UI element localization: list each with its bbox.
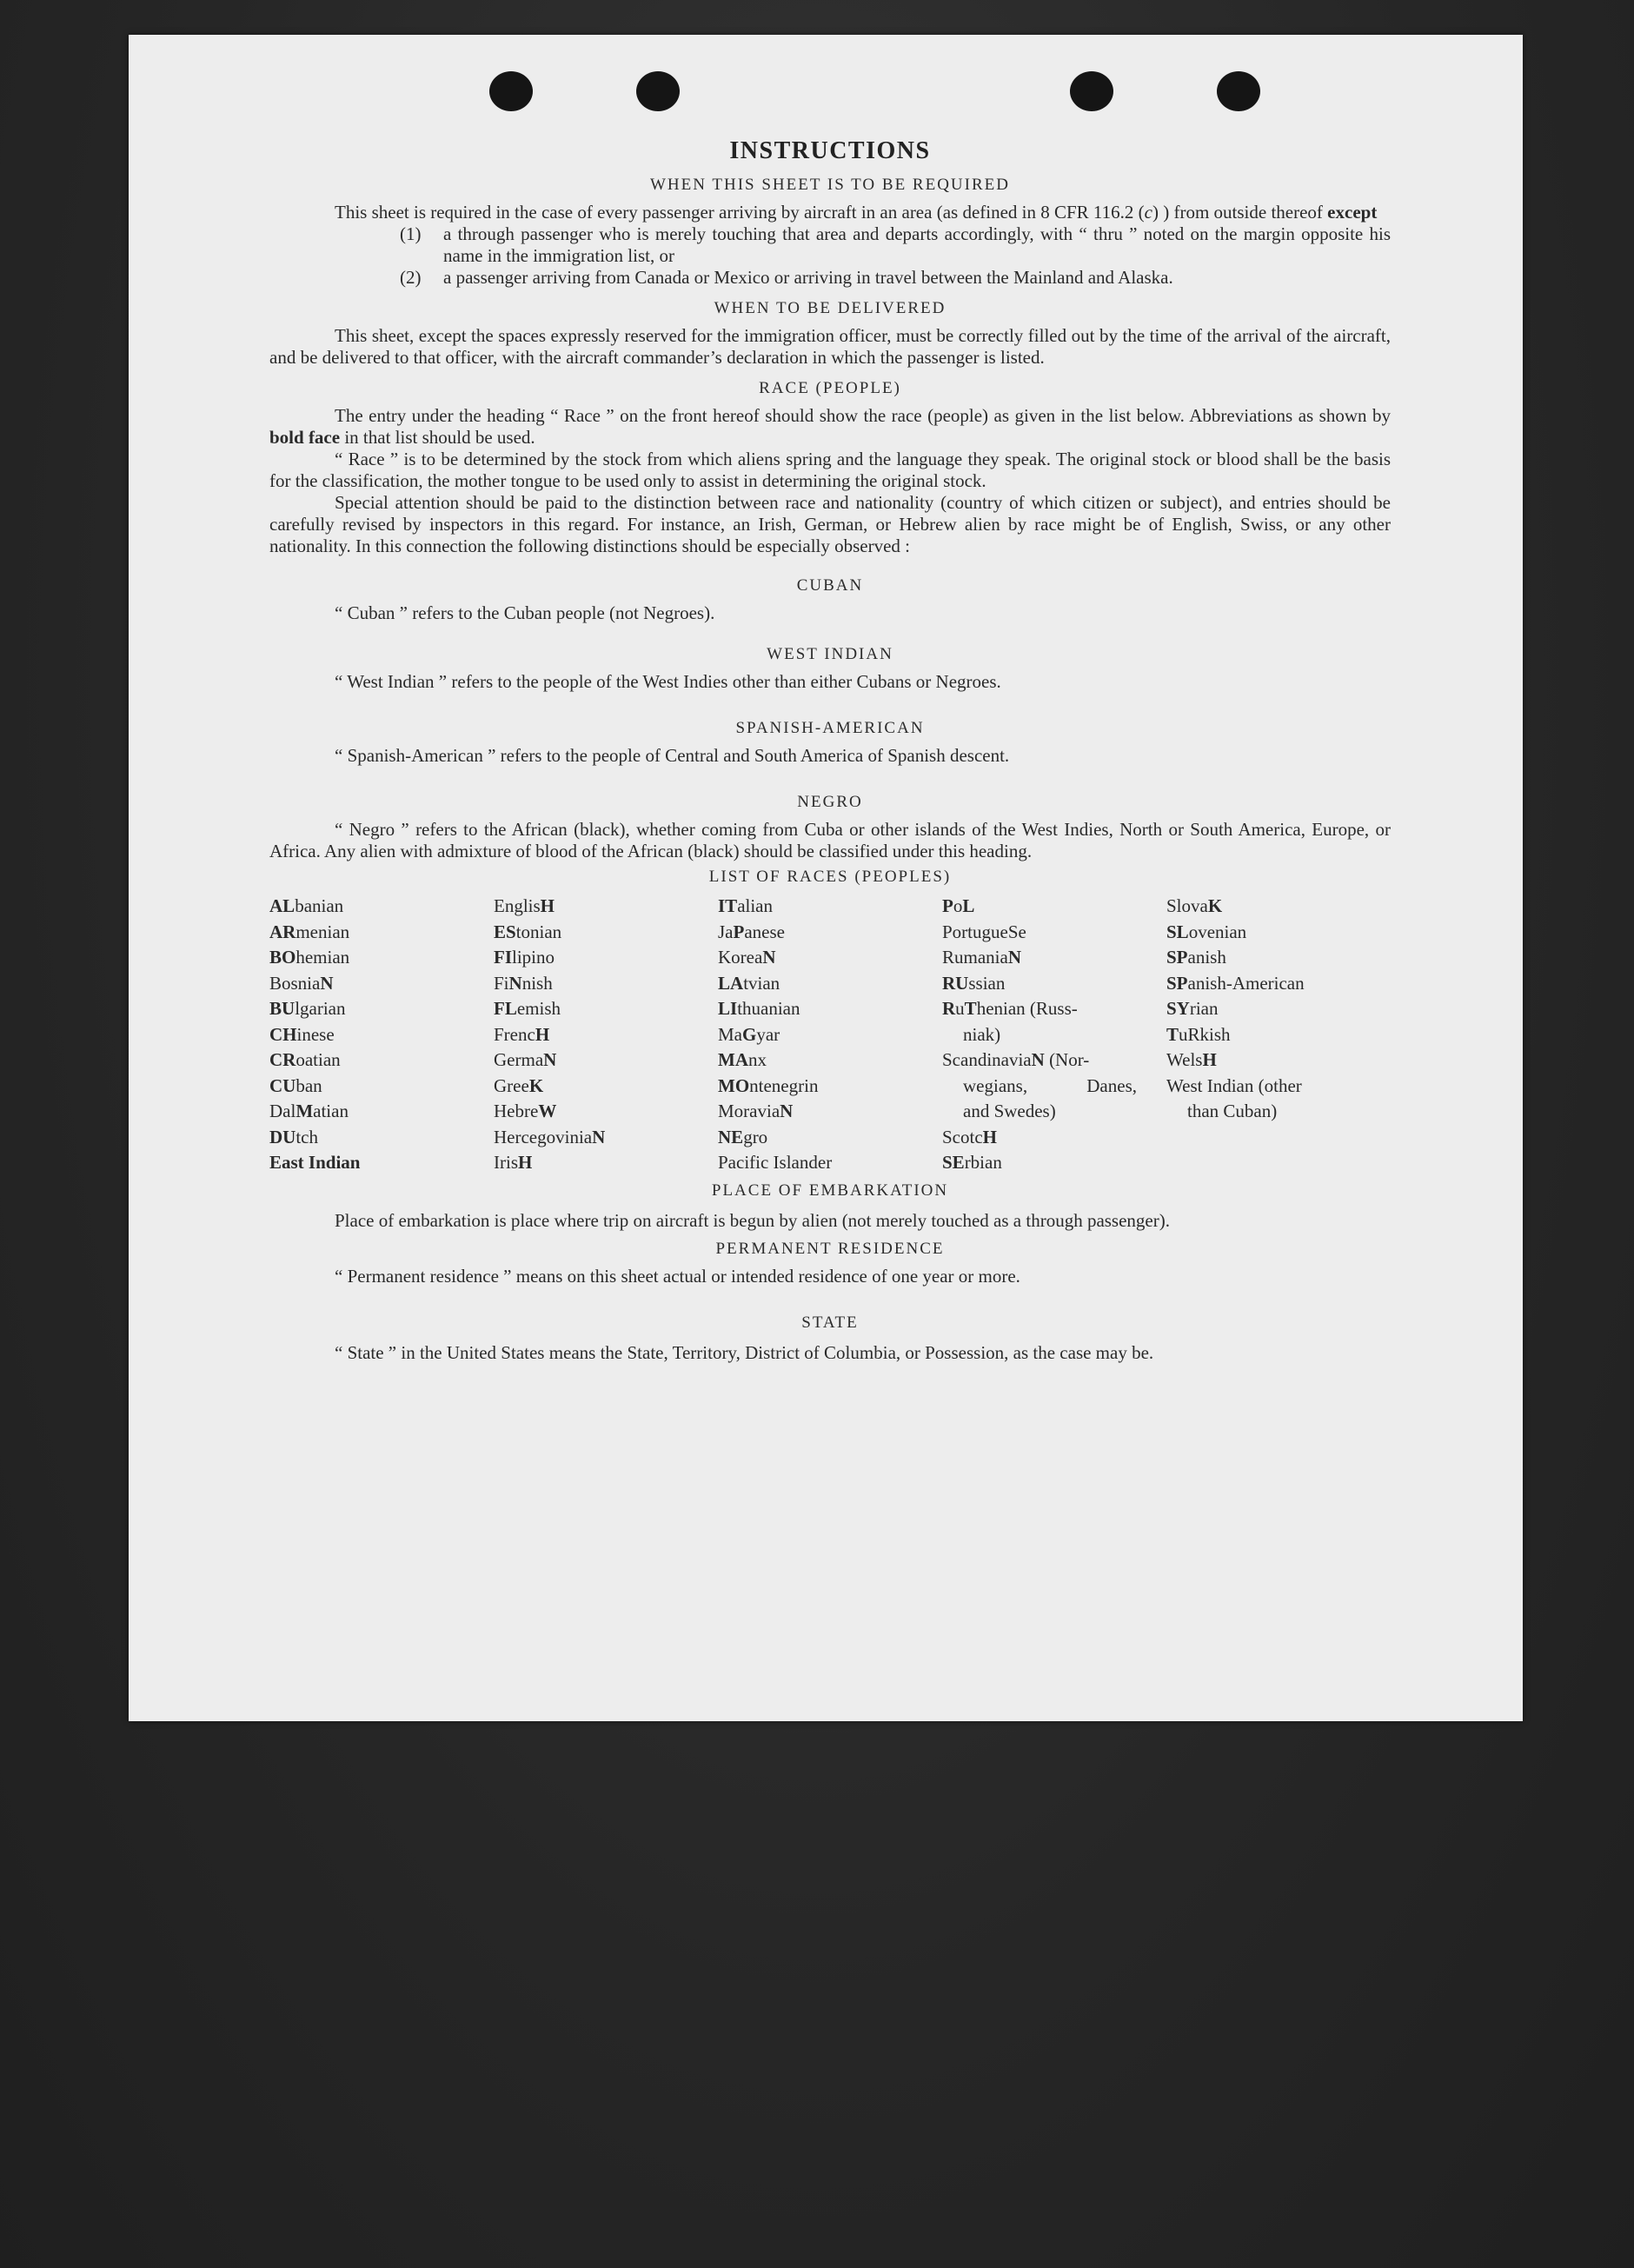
section-heading-required: WHEN THIS SHEET IS TO BE REQUIRED (650, 176, 1010, 194)
race-paragraph-3: Special attention should be paid to the distinction between race and nationality (country of which citizen or subject), and entries should be carefully revised by inspectors in this regard. For instance, an Irish, German, or Hebrew alien by race might be of English, Swiss, or any other nationality. In this connection the following distinctions should be especially observed : (269, 492, 1391, 556)
race-entry: DUtch (269, 1126, 318, 1147)
race-entry: MaGyar (718, 1023, 780, 1045)
negro-definition: “ Negro ” refers to the African (black), whether coming from Cuba or other islands of the West Indies, North or South America, Europe, or Africa. Any alien with admixture of blood of the African (black) should be classified under this heading. (269, 819, 1391, 861)
punch-hole (1217, 71, 1260, 111)
race-paragraph-1: The entry under the heading “ Race ” on the front hereof should show the race (people) as given in the list below. Abbreviations as shown by bold face in that list should be used. (269, 405, 1391, 448)
spanish-american-definition: “ Spanish-American ” refers to the people of Central and South America of Spanish descent. (335, 745, 1010, 766)
race-entry: JaPanese (718, 921, 785, 942)
section-heading-west-indian: WEST INDIAN (767, 645, 893, 663)
required-intro: This sheet is required in the case of every passenger arriving by aircraft in an area (as defined in 8 CFR 116.2 (c) ) from outside thereof except (335, 202, 1378, 223)
races-column-3 (718, 894, 942, 1176)
race-entry: TuRkish (1166, 1023, 1231, 1045)
race-entry: ITalian (718, 895, 773, 916)
race-entry: KoreaN (718, 947, 776, 968)
race-entry-continuation: wegians, Danes, (963, 1074, 1137, 1096)
page-title: INSTRUCTIONS (729, 137, 931, 164)
race-entry-continuation: than Cuban) (1187, 1101, 1278, 1121)
race-entry-continuation: niak) (963, 1023, 1001, 1045)
embarkation-text: Place of embarkation is place where trip on aircraft is begun by alien (not merely touched as a through passenger). (335, 1209, 1170, 1231)
races-column-5 (1166, 894, 1391, 1176)
race-entry: MoraviaN (718, 1101, 794, 1121)
race-entry: East Indian (269, 1152, 361, 1173)
race-entry: HercegoviniaN (494, 1126, 606, 1147)
race-entry: IrisH (494, 1152, 533, 1173)
race-entry: MAnx (718, 1049, 767, 1070)
punch-hole (1070, 71, 1113, 111)
section-heading-race: RACE (PEOPLE) (759, 379, 901, 397)
race-entry: ScotcH (942, 1126, 997, 1147)
race-entry: RumaniaN (942, 947, 1021, 968)
race-entry: ALbanian (269, 895, 344, 916)
race-entry: ScandinaviaN (Nor- (942, 1049, 1090, 1070)
races-column-1 (269, 894, 494, 1176)
section-heading-embarkation: PLACE OF EMBARKATION (711, 1181, 949, 1200)
state-definition: “ State ” in the United States means the State, Territory, District of Columbia, or Possession, as the case may be. (335, 1341, 1154, 1363)
race-entry: GreeK (494, 1074, 544, 1096)
section-heading-delivered: WHEN TO BE DELIVERED (714, 299, 947, 317)
race-entry: LAtvian (718, 972, 780, 994)
race-entry: HebreW (494, 1101, 557, 1121)
section-heading-list-of-races: LIST OF RACES (PEOPLES) (708, 868, 952, 886)
punch-hole (489, 71, 533, 111)
race-entry: FiNnish (494, 972, 553, 994)
race-entry: BOhemian (269, 947, 350, 968)
race-entry: PoL (942, 895, 975, 916)
list-item: (2) a passenger arriving from Canada or Mexico or arriving in travel between the Mainland and Alaska. (400, 267, 1173, 288)
races-table (269, 894, 1391, 1176)
race-entry: SlovaK (1166, 895, 1223, 916)
race-entry: DalMatian (269, 1101, 349, 1121)
race-entry: EStonian (494, 921, 562, 942)
race-entry: NEgro (718, 1126, 768, 1147)
permanent-residence-definition: “ Permanent residence ” means on this sheet actual or intended residence of one year or more. (335, 1265, 1020, 1287)
punch-hole (636, 71, 680, 111)
race-entry: WelsH (1166, 1049, 1217, 1070)
race-entry: LIthuanian (718, 998, 800, 1019)
race-entry: SYrian (1166, 998, 1219, 1019)
race-entry: BosniaN (269, 972, 334, 994)
race-entry: FrencH (494, 1023, 550, 1045)
race-entry: PortugueSe (942, 921, 1026, 942)
race-entry: CHinese (269, 1023, 335, 1045)
race-entry: BUlgarian (269, 998, 346, 1019)
race-entry: FLemish (494, 998, 561, 1019)
west-indian-definition: “ West Indian ” refers to the people of the West Indies other than either Cubans or Negroes. (335, 671, 1001, 692)
section-heading-spanish-american: SPANISH-AMERICAN (735, 719, 925, 737)
list-item: (1) a through passenger who is merely touching that area and departs accordingly, with “ thru ” noted on the margin opposite his name in the immigration list, or (400, 223, 1391, 266)
race-entry: GermaN (494, 1049, 557, 1070)
race-entry: SPanish (1166, 947, 1226, 968)
race-entry: MOntenegrin (718, 1074, 819, 1096)
race-entry: FIlipino (494, 947, 555, 968)
race-entry: West Indian (other (1166, 1074, 1302, 1096)
race-entry: SLovenian (1166, 921, 1247, 942)
document-sheet (129, 35, 1523, 1721)
race-entry: EnglisH (494, 895, 555, 916)
race-entry: CRoatian (269, 1049, 341, 1070)
race-entry: CUban (269, 1074, 322, 1096)
race-entry: RuThenian (Russ- (942, 998, 1078, 1019)
races-column-2 (494, 894, 718, 1176)
race-entry: ARmenian (269, 921, 350, 942)
section-heading-permanent-residence: PERMANENT RESIDENCE (715, 1239, 945, 1258)
race-entry: SErbian (942, 1152, 1002, 1173)
race-entry-continuation: and Swedes) (963, 1101, 1056, 1121)
cuban-definition: “ Cuban ” refers to the Cuban people (not Negroes). (335, 602, 715, 623)
section-heading-negro: NEGRO (797, 793, 863, 811)
races-column-4 (942, 894, 1166, 1176)
section-heading-state: STATE (801, 1313, 859, 1332)
race-entry: SPanish-American (1166, 972, 1305, 994)
race-paragraph-2: “ Race ” is to be determined by the stock from which aliens spring and the language they speak. The original stock or blood shall be the basis for the classification, the mother tongue to be used only to assist in determining the original stock. (269, 449, 1391, 491)
delivered-text: This sheet, except the spaces expressly reserved for the immigration officer, must be correctly filled out by the time of the arrival of the aircraft, and be delivered to that officer, with the aircraft commander’s declaration in which the passenger is listed. (269, 325, 1391, 368)
section-heading-cuban: CUBAN (796, 576, 864, 595)
race-entry: RUssian (942, 972, 1006, 994)
document-content (269, 137, 1391, 1367)
race-entry: Pacific Islander (718, 1152, 833, 1173)
